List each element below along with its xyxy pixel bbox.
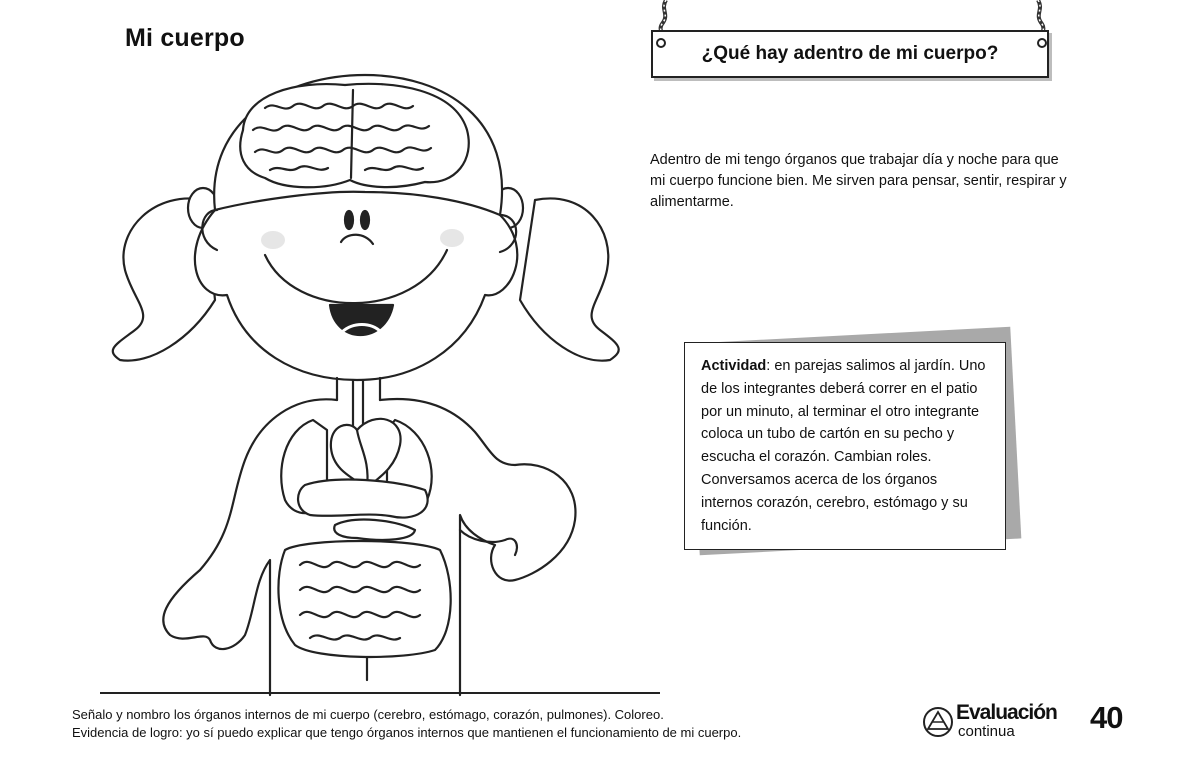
page-title: Mi cuerpo <box>125 24 245 52</box>
logo-subword: continua <box>958 723 1015 740</box>
footer-instruction: Señalo y nombro los órganos internos de mi cuerpo (cerebro, estómago, corazón, pulmones). Coloreo. <box>72 707 664 722</box>
intro-paragraph: Adentro de mi tengo órganos que trabajar día y noche para que mi cuerpo funcione bien. Me sirven para pensar, sentir, respirar y alimentarme. <box>650 152 1067 210</box>
girl-with-organs-illustration <box>95 60 655 700</box>
footer-text <box>72 706 741 742</box>
footer-divider <box>100 692 660 694</box>
activity-text: : en parejas salimos al jardín. Uno de los integrantes deberá correr en el patio por un minuto, al terminar el otro integrante coloca un tubo de cartón en su pecho y escucha el corazón. Cambian roles. Conversamos acerca de los órganos internos corazón, cerebro, estómago y su función. <box>701 358 986 534</box>
footer-evidence: Evidencia de logro: yo sí puedo explicar que tengo órganos internos que mantienen el funcionamiento de mi cuerpo. <box>72 725 742 740</box>
sign-text: ¿Qué hay adentro de mi cuerpo? <box>701 43 999 64</box>
sign-hooks-icon <box>640 0 1060 90</box>
activity-box <box>684 342 1006 550</box>
page-number: 40 <box>1090 700 1123 735</box>
activity-label: Actividad <box>701 358 767 374</box>
logo-word: Evaluación <box>956 701 1057 724</box>
